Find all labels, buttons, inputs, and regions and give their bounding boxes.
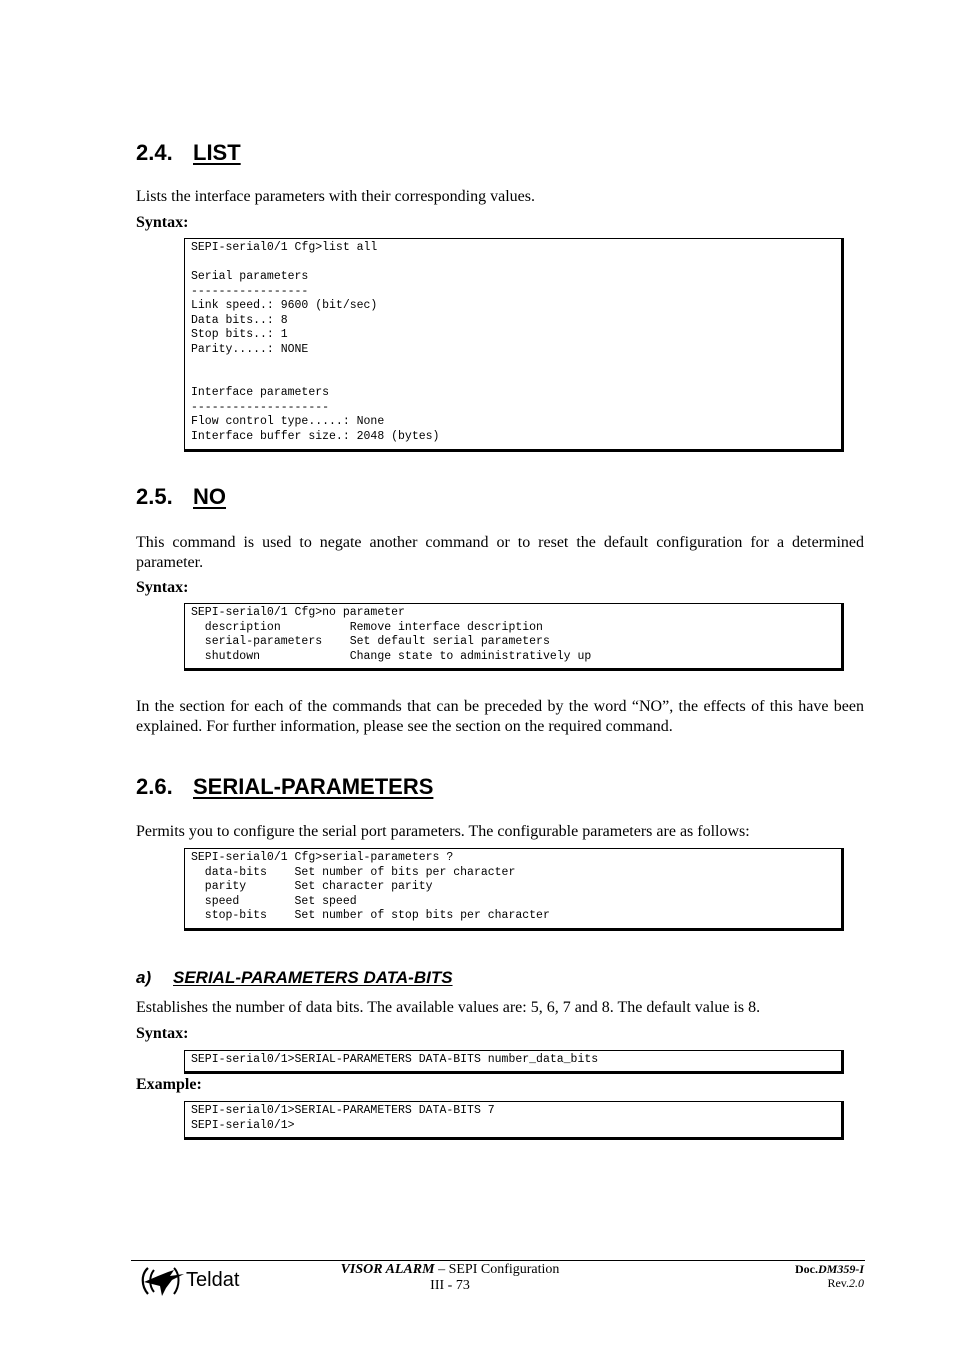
subsection-title: SERIAL-PARAMETERS DATA-BITS: [173, 968, 453, 987]
section-title: SERIAL-PARAMETERS: [193, 774, 434, 799]
no-description: This command is used to negate another command or to reset the default configuration for a determined parameter.: [136, 534, 864, 571]
section-heading-no: [136, 484, 226, 510]
footer-doc-info: [720, 1262, 864, 1290]
syntax-label: Syntax:: [136, 214, 189, 231]
footer-product: VISOR ALARM: [340, 1262, 435, 1277]
list-description: Lists the interface parameters with their corresponding values.: [136, 188, 535, 205]
footer-rev: 2.0: [849, 1276, 864, 1290]
teldat-logo: [138, 1262, 248, 1298]
data-bits-description: Establishes the number of data bits. The available values are: 5, 6, 7 and 8. The default value is 8.: [136, 999, 761, 1016]
footer-doc-id: DM359-I: [817, 1262, 864, 1276]
code-block-no: SEPI-serial0/1 Cfg>no parameter description Remove interface description serial-parameters Set default serial parameters shutdown Change state to administratively up: [184, 603, 844, 671]
footer-doc-prefix: Doc.: [794, 1262, 818, 1276]
code-block-list: SEPI-serial0/1 Cfg>list all Serial parameters ----------------- Link speed.: 9600 (bit/sec) Data bits..: 8 Stop bits..: 1 Parity.....: NONE Interface parameters -------------------- Flow control type.....: None Interface buffer size.: 2048 (bytes): [184, 238, 844, 452]
section-number: 2.6.: [136, 774, 173, 799]
section-heading-serial-parameters: [136, 774, 433, 800]
footer-page-number: III - 73: [430, 1278, 470, 1293]
footer-rev-prefix: Rev.: [827, 1276, 849, 1290]
footer-title-rest: – SEPI Configuration: [434, 1262, 560, 1277]
syntax-label: Syntax:: [136, 1025, 189, 1042]
code-block-data-bits-example: SEPI-serial0/1>SERIAL-PARAMETERS DATA-BITS 7 SEPI-serial0/1>: [184, 1101, 844, 1140]
section-title: LIST: [193, 140, 241, 165]
example-label: Example:: [136, 1076, 202, 1093]
footer-divider: [131, 1260, 865, 1261]
syntax-label: Syntax:: [136, 579, 189, 596]
section-number: 2.4.: [136, 140, 173, 165]
svg-text:Teldat: Teldat: [186, 1269, 240, 1291]
serial-parameters-description: Permits you to configure the serial port parameters. The configurable parameters are as follows:: [136, 823, 750, 840]
subsection-heading-data-bits: [136, 968, 453, 988]
no-note: In the section for each of the commands that can be preceded by the word “NO”, the effects of this have been explained. For further information, please see the section on the required command.: [136, 698, 864, 735]
code-block-data-bits-syntax: SEPI-serial0/1>SERIAL-PARAMETERS DATA-BITS number_data_bits: [184, 1050, 844, 1074]
section-title: NO: [193, 484, 226, 509]
code-block-serial-parameters: SEPI-serial0/1 Cfg>serial-parameters ? data-bits Set number of bits per character parity Set character parity speed Set speed stop-bits Set number of stop bits per character: [184, 848, 844, 931]
subsection-number: a): [136, 968, 152, 987]
section-heading-list: [136, 140, 241, 166]
footer-title: [330, 1262, 570, 1294]
section-number: 2.5.: [136, 484, 173, 509]
